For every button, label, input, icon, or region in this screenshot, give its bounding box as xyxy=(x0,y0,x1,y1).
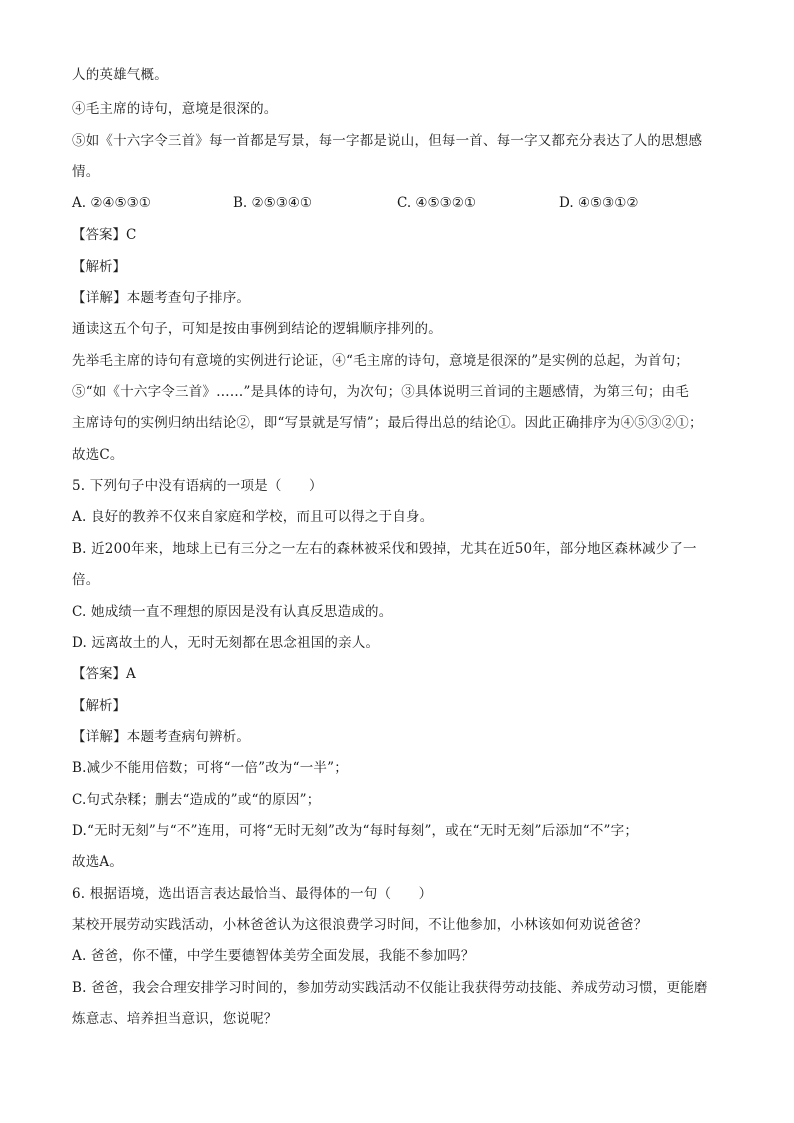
q5-detail-heading: 【详解】本题考查病句辨析。 xyxy=(72,729,251,745)
q6-stem: 6. 根据语境，选出语言表达最恰当、最得体的一句（ ） xyxy=(72,886,433,902)
q5-stem: 5. 下列句子中没有语病的一项是（ ） xyxy=(72,478,323,494)
sentence-4: ④毛主席的诗句，意境是很深的。 xyxy=(72,101,278,117)
q4-option-a: A. ②④⑤③① xyxy=(72,195,151,211)
q4-explanation-line: 先举毛主席的诗句有意境的实例进行论证，④“毛主席的诗句，意境是很深的”是实例的总起，为首句； xyxy=(72,353,690,369)
q6-context: 某校开展劳动实践活动，小林爸爸认为这很浪费学习时间，不让他参加，小林该如何劝说爸爸？ xyxy=(72,917,648,933)
q5-conclusion: 故选A。 xyxy=(72,854,124,870)
q5-option-b-cont: 倍。 xyxy=(72,572,100,588)
q4-conclusion: 故选C。 xyxy=(72,447,124,463)
q4-detail-heading: 【详解】本题考查句子排序。 xyxy=(72,290,251,306)
q5-option-b: B. 近200年来，地球上已有三分之一左右的森林被采伐和毁掉，尤其在近50年，部分地区森林减少了一 xyxy=(72,541,697,557)
q5-option-a: A. 良好的教养不仅来自家庭和学校，而且可以得之于自身。 xyxy=(72,509,434,525)
q5-option-c: C. 她成绩一直不理想的原因是没有认真反思造成的。 xyxy=(72,604,393,620)
sentence-5-cont: 情。 xyxy=(72,164,100,180)
q6-option-a: A. 爸爸，你不懂，中学生要德智体美劳全面发展，我能不参加吗？ xyxy=(72,948,475,964)
q4-answer: 【答案】C xyxy=(72,227,137,243)
q5-answer: 【答案】A xyxy=(72,666,136,682)
q4-explanation-line: 通读这五个句子，可知是按由事例到结论的逻辑顺序排列的。 xyxy=(72,321,442,337)
q5-option-d: D. 远离故土的人，无时无刻都在思念祖国的亲人。 xyxy=(72,635,380,651)
q4-option-b: B. ②⑤③④① xyxy=(233,195,313,211)
q4-option-d: D. ④⑤③①② xyxy=(559,195,639,211)
q4-options xyxy=(72,194,722,212)
q5-analysis-heading: 【解析】 xyxy=(72,698,126,714)
passage-line: 人的英雄气概。 xyxy=(72,67,168,83)
q4-option-c: C. ④⑤③②① xyxy=(397,195,476,211)
q6-option-b-cont: 炼意志、培养担当意识，您说呢？ xyxy=(72,1011,278,1027)
q4-analysis-heading: 【解析】 xyxy=(72,259,126,275)
sentence-5: ⑤如《十六字令三首》每一首都是写景，每一字都是说山，但每一首、每一字又都充分表达了人的思想感 xyxy=(72,133,703,149)
q4-explanation-line: ⑤“如《十六字令三首》……”是具体的诗句，为次句；③具体说明三首词的主题感情，为第三句；由毛 xyxy=(72,384,690,400)
q6-option-b: B. 爸爸，我会合理安排学习时间的，参加劳动实践活动不仅能让我获得劳动技能、养成劳动习惯，更能磨 xyxy=(72,980,708,996)
q5-explanation-line: C.句式杂糅；删去“造成的”或“的原因”； xyxy=(72,792,321,808)
q4-explanation-line: 主席诗句的实例归纳出结论②，即“写景就是写情”；最后得出总的结论①。因此正确排序为④⑤③②①； xyxy=(72,415,703,431)
q5-explanation-line: B.减少不能用倍数；可将“一倍”改为“一半”； xyxy=(72,760,348,776)
q5-explanation-line: D.“无时无刻”与“不”连用，可将“无时无刻”改为“每时每刻”，或在“无时无刻”后添加“不”字； xyxy=(72,823,639,839)
